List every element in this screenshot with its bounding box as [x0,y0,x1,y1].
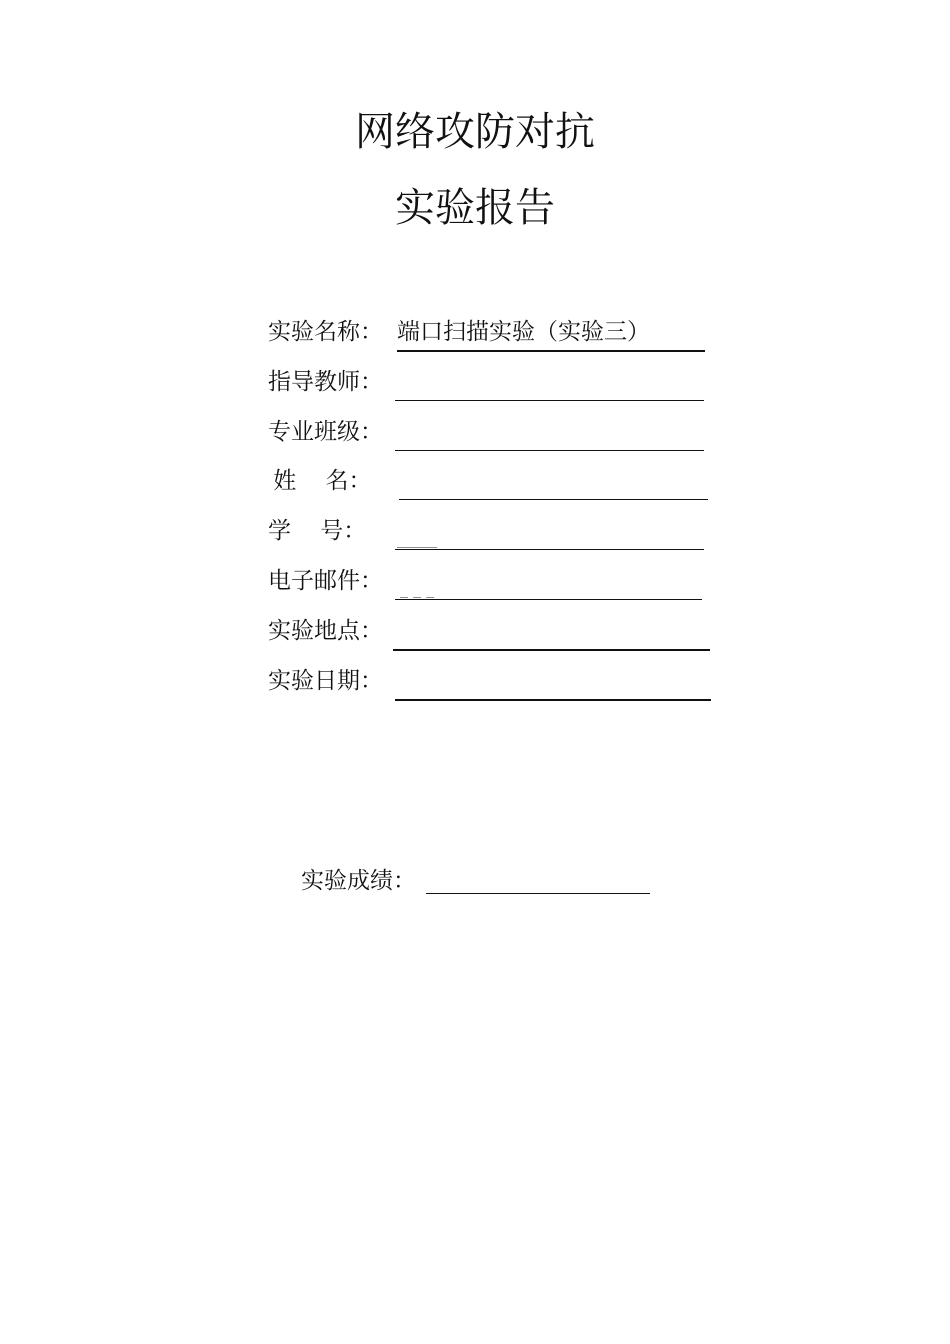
underline-instructor [395,400,704,401]
field-label-instructor: 指导教师： [268,369,383,395]
underline-email [395,599,702,600]
field-label-location: 实验地点： [268,618,383,644]
underline-grade [426,893,650,894]
underline-student-id [395,549,704,550]
field-label-experiment-name: 实验名称： [268,319,383,345]
underline-experiment-name [397,350,705,352]
field-label-date: 实验日期： [268,668,383,694]
field-label-major-class: 专业班级： [268,419,383,445]
underline-date [395,699,711,701]
field-label-grade: 实验成绩： [301,868,416,894]
field-value-experiment-name[interactable]: 端口扫描实验（实验三） [397,319,650,345]
field-value-student-id[interactable]: _____ [397,529,437,548]
field-value-email[interactable]: _ _ _ [400,579,435,598]
field-label-email: 电子邮件： [268,568,383,594]
field-label-student-name: 姓 名： [266,468,372,494]
report-title-line-1: 网络攻防对抗 [355,109,595,155]
underline-student-name [399,499,708,500]
underline-location [393,649,710,651]
field-label-student-id: 学 号： [268,518,367,544]
report-title-line-2: 实验报告 [395,185,555,231]
underline-major-class [395,450,704,451]
